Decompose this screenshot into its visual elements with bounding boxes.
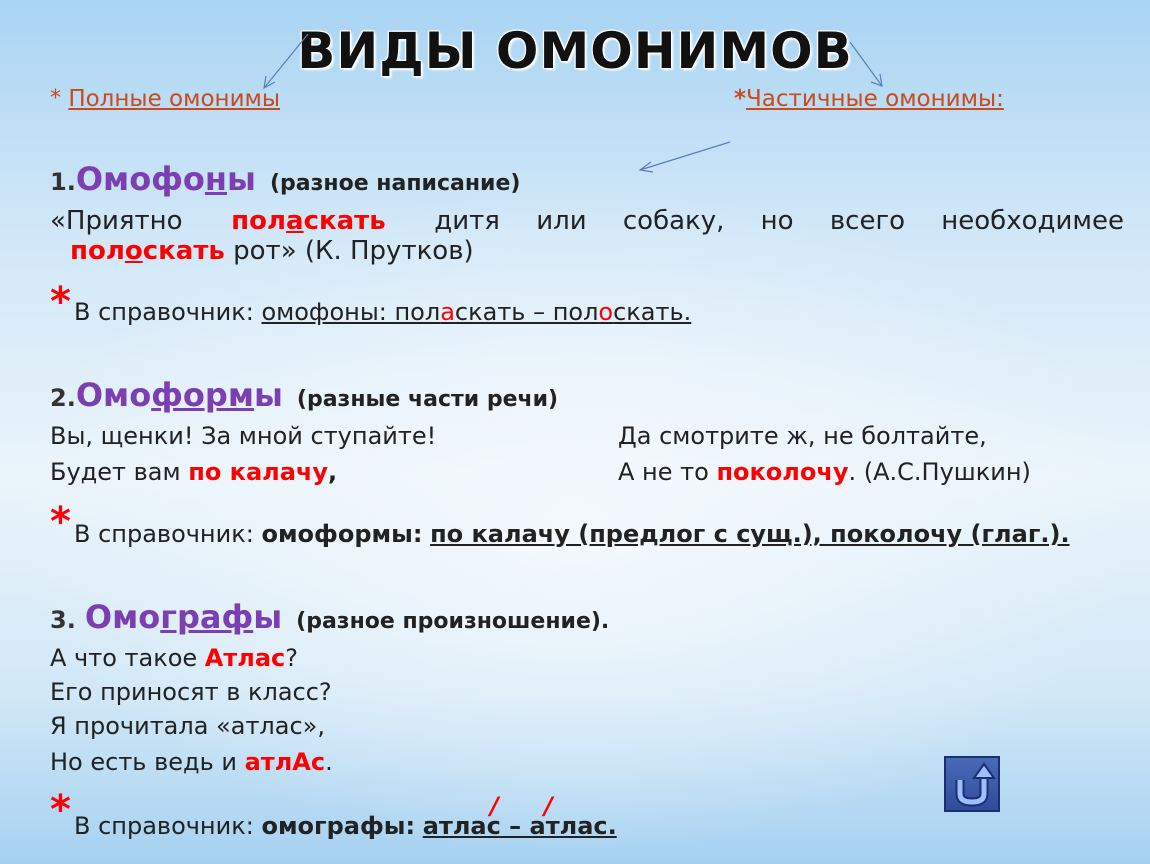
- poem2-left-line2: Будет вам по калачу,: [50, 458, 338, 486]
- arrow-to-full-icon: [264, 34, 308, 88]
- section-number: 1.: [50, 168, 76, 196]
- section1-heading: [50, 160, 520, 198]
- quote-line-1: «Приятно поласкать дитя или собаку, но всего необходимее: [50, 206, 1124, 236]
- section1-reference: В справочник: омофоны: поласкать – полоскать.: [74, 298, 692, 326]
- partial-homonyms-label: [734, 86, 1004, 112]
- full-homonyms-text: Полные омонимы: [68, 86, 281, 112]
- arrow-to-homophones-icon: [640, 142, 730, 170]
- ref-star: *: [50, 499, 71, 545]
- section-number: 3.: [50, 606, 76, 634]
- section-note: (разное написание): [269, 171, 521, 196]
- term-homoforms: Омоформы: [75, 376, 283, 414]
- word-poloskat: полоскать: [70, 236, 225, 266]
- poem3-line3: Я прочитала «атлас»,: [50, 712, 325, 740]
- ref-star: *: [50, 279, 71, 325]
- back-button[interactable]: [944, 756, 1000, 812]
- full-homonyms-label: [50, 86, 280, 112]
- term-homophones: Омофоны: [75, 160, 256, 198]
- ref-star: *: [50, 787, 71, 833]
- partial-homonyms-text: Частичные омонимы:: [746, 86, 1004, 112]
- section-number: 2.: [50, 384, 76, 412]
- stress-mark-2: /: [544, 792, 553, 820]
- poem2-right-line1: Да смотрите ж, не болтайте,: [618, 422, 987, 450]
- arrow-to-partial-icon: [850, 42, 882, 86]
- section3-heading: [50, 598, 609, 636]
- section-note: (разное произношение).: [296, 609, 610, 634]
- poem3-line2: Его приносят в класс?: [50, 678, 332, 706]
- u-turn-arrow-icon: [946, 758, 998, 810]
- bullet-star: *: [50, 86, 61, 111]
- term-homographs: Омографы: [84, 598, 283, 636]
- section-note: (разные части речи): [296, 387, 559, 412]
- section3-reference: В справочник: омографы: атлас – атлас.: [74, 812, 617, 840]
- section2-heading: [50, 376, 558, 414]
- section2-reference: В справочник: омоформы: по калачу (предлог с сущ.), поколочу (глаг.).: [74, 520, 1070, 548]
- page-title: ВИДЫ ОМОНИМОВ: [297, 22, 853, 80]
- poem3-line4: Но есть ведь и атлАс.: [50, 748, 333, 776]
- word-polaskat: поласкать: [231, 206, 386, 236]
- poem3-line1: А что такое Атлас?: [50, 644, 299, 672]
- stress-mark-1: /: [490, 792, 499, 820]
- poem2-left-line1: Вы, щенки! За мной ступайте!: [50, 422, 437, 450]
- poem2-right-line2: А не то поколочу. (А.С.Пушкин): [618, 458, 1031, 486]
- bullet-star: *: [734, 86, 747, 112]
- quote-line-2: полоскать рот» (К. Прутков): [70, 236, 474, 266]
